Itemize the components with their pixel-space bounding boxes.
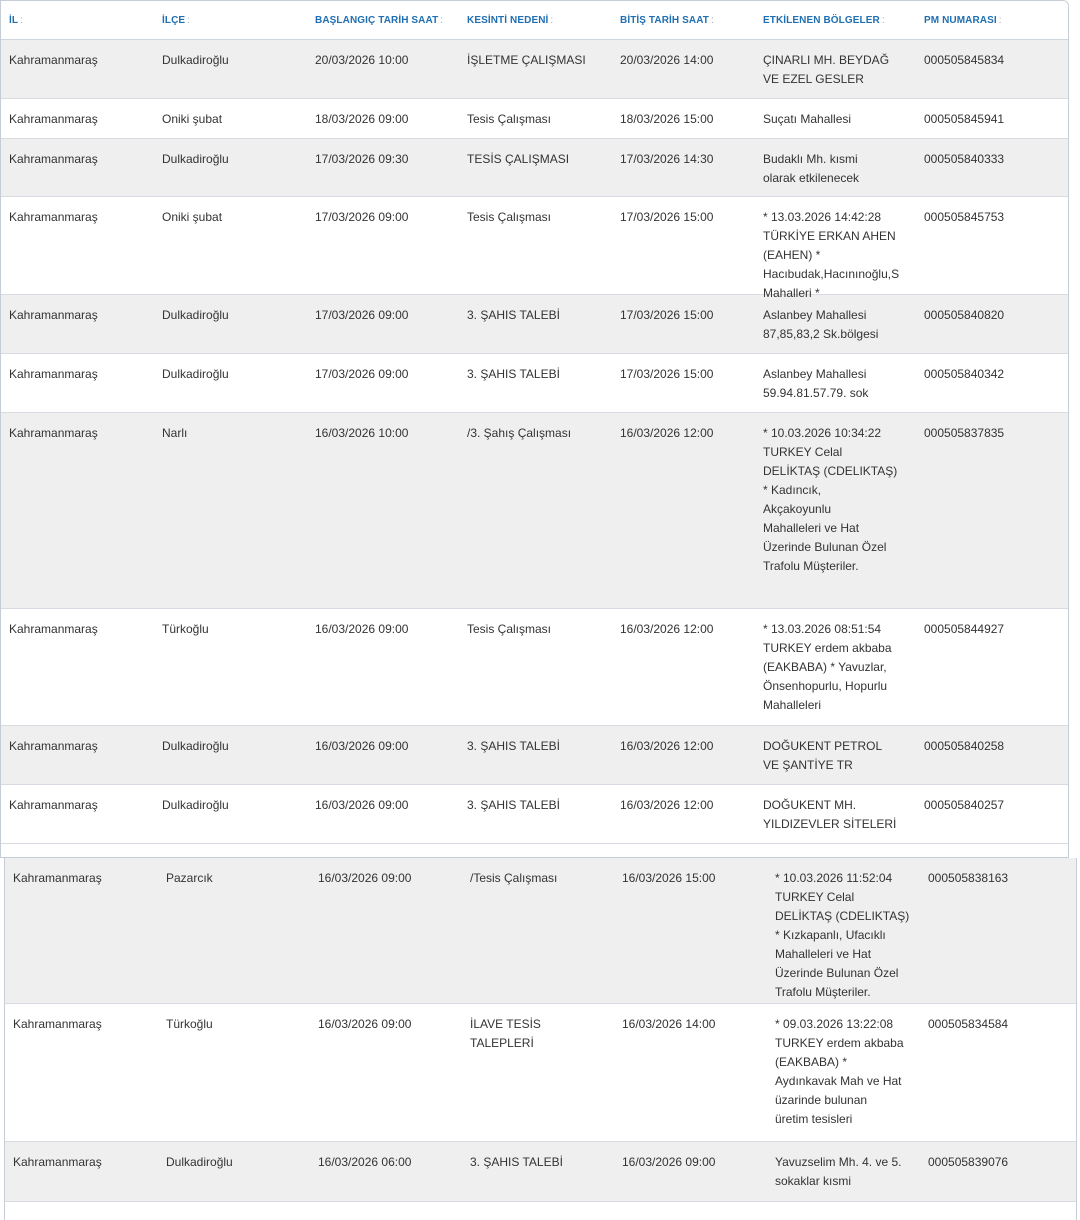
cell-end: 16/03/2026 12:00 — [620, 622, 714, 636]
outage-table-lower — [4, 858, 1077, 1220]
sort-icon[interactable]: : — [550, 14, 554, 26]
sort-icon[interactable]: : — [187, 14, 191, 26]
cell-pm: 000505834584 — [928, 1017, 1009, 1031]
table-row — [5, 1004, 1076, 1142]
cell-ilce: Türkoğlu — [162, 622, 209, 636]
table-row — [1, 99, 1068, 139]
column-header-label: BAŞLANGIÇ TARİH SAAT — [315, 14, 439, 26]
sort-icon[interactable]: : — [440, 14, 444, 26]
cell-ilce: Dulkadiroğlu — [166, 1155, 233, 1169]
cell-start: 16/03/2026 09:00 — [315, 798, 409, 812]
cell-ilce: Dulkadiroğlu — [162, 53, 229, 67]
cell-pm: 000505844927 — [924, 622, 1005, 636]
cell-ilce: Dulkadiroğlu — [162, 152, 229, 166]
cell-start: 16/03/2026 09:00 — [318, 1017, 412, 1031]
cell-reason: 3. ŞAHIS TALEBİ — [467, 367, 560, 381]
table-row — [5, 858, 1076, 1004]
sort-icon[interactable]: : — [881, 14, 885, 26]
cell-reason: 3. ŞAHIS TALEBİ — [470, 1155, 563, 1169]
table-row — [1, 295, 1068, 354]
cell-end: 16/03/2026 12:00 — [620, 426, 714, 440]
cell-reason: /3. Şahış Çalışması — [467, 426, 572, 440]
cell-pm: 000505845941 — [924, 112, 1005, 126]
cell-end: 16/03/2026 15:00 — [622, 871, 716, 885]
table-row — [1, 139, 1068, 197]
table-header — [1, 1, 1068, 40]
table-row — [5, 1142, 1076, 1202]
cell-ilce: Dulkadiroğlu — [162, 308, 229, 322]
cell-start: 17/03/2026 09:30 — [315, 152, 409, 166]
cell-il: Kahramanmaraş — [9, 798, 98, 812]
table-row — [1, 609, 1068, 726]
cell-il: Kahramanmaraş — [9, 112, 98, 126]
column-header[interactable] — [307, 15, 459, 26]
cell-area: DOĞUKENT MH. YILDIZEVLER SİTELERİ — [763, 798, 897, 831]
cell-end: 17/03/2026 15:00 — [620, 367, 714, 381]
cell-il: Kahramanmaraş — [9, 152, 98, 166]
cell-il: Kahramanmaraş — [13, 1017, 102, 1031]
cell-area: Suçatı Mahallesi — [763, 112, 852, 126]
cell-start: 18/03/2026 09:00 — [315, 112, 409, 126]
cell-start: 17/03/2026 09:00 — [315, 367, 409, 381]
column-header[interactable] — [154, 15, 307, 26]
column-header-label: PM NUMARASI — [924, 14, 997, 26]
table-row — [1, 197, 1068, 300]
cell-area: DOĞUKENT PETROL VE ŞANTİYE TR — [763, 739, 883, 772]
cell-pm: 000505839076 — [928, 1155, 1009, 1169]
table-body-lower — [5, 858, 1076, 1202]
cell-end: 20/03/2026 14:00 — [620, 53, 714, 67]
cell-ilce: Narlı — [162, 426, 188, 440]
sort-icon[interactable]: : — [711, 14, 714, 26]
cell-area: ÇINARLI MH. BEYDAĞ VE EZEL GESLER — [763, 53, 890, 86]
cell-il: Kahramanmaraş — [9, 622, 98, 636]
cell-area: Aslanbey Mahallesi 59.94.81.57.79. sok — [763, 367, 869, 400]
cell-il: Kahramanmaraş — [13, 1155, 102, 1169]
cell-il: Kahramanmaraş — [9, 53, 98, 67]
cell-ilce: Dulkadiroğlu — [162, 367, 229, 381]
cell-ilce: Pazarcık — [166, 871, 213, 885]
cell-start: 16/03/2026 10:00 — [315, 426, 409, 440]
table-row — [1, 413, 1068, 609]
column-header-label: ETKİLENEN BÖLGELER — [763, 14, 880, 26]
cell-start: 16/03/2026 09:00 — [318, 871, 412, 885]
cell-ilce: Oniki şubat — [162, 210, 223, 224]
column-header[interactable] — [916, 15, 1066, 26]
cell-pm: 000505838163 — [928, 871, 1009, 885]
cell-start: 20/03/2026 10:00 — [315, 53, 409, 67]
cell-reason: İŞLETME ÇALIŞMASI — [467, 53, 586, 67]
cell-start: 16/03/2026 06:00 — [318, 1155, 412, 1169]
cell-end: 16/03/2026 12:00 — [620, 798, 714, 812]
cell-end: 16/03/2026 09:00 — [622, 1155, 716, 1169]
column-header-label: İL — [9, 14, 19, 26]
cell-reason: Tesis Çalışması — [467, 210, 552, 224]
cell-area: Aslanbey Mahallesi 87,85,83,2 Sk.bölgesi — [763, 308, 879, 341]
cell-reason: İLAVE TESİS TALEPLERİ — [470, 1017, 541, 1050]
column-header[interactable] — [755, 15, 916, 26]
cell-start: 16/03/2026 09:00 — [315, 739, 409, 753]
cell-end: 17/03/2026 14:30 — [620, 152, 714, 166]
sort-icon[interactable]: : — [20, 14, 23, 26]
cell-pm: 000505837835 — [924, 426, 1005, 440]
cell-end: 17/03/2026 15:00 — [620, 308, 714, 322]
cell-pm: 000505845834 — [924, 53, 1005, 67]
cell-ilce: Türkoğlu — [166, 1017, 213, 1031]
cell-area: Yavuzselim Mh. 4. ve 5. sokaklar kısmi — [775, 1155, 902, 1188]
cell-end: 17/03/2026 15:00 — [620, 210, 714, 224]
table-row — [1, 785, 1068, 844]
cell-il: Kahramanmaraş — [9, 210, 98, 224]
cell-reason: 3. ŞAHIS TALEBİ — [467, 739, 560, 753]
cell-pm: 000505840342 — [924, 367, 1005, 381]
cell-start: 16/03/2026 09:00 — [315, 622, 409, 636]
column-header-label: İLÇE — [162, 14, 186, 26]
table-row — [1, 40, 1068, 99]
cell-pm: 000505845753 — [924, 210, 1005, 224]
column-header[interactable] — [459, 15, 612, 26]
table-body-upper — [1, 40, 1068, 844]
cell-reason: TESİS ÇALIŞMASI — [467, 152, 570, 166]
cell-il: Kahramanmaraş — [9, 308, 98, 322]
cell-pm: 000505840820 — [924, 308, 1005, 322]
cell-end: 18/03/2026 15:00 — [620, 112, 714, 126]
cell-start: 17/03/2026 09:00 — [315, 210, 409, 224]
column-header[interactable] — [612, 15, 755, 26]
cell-area: Budaklı Mh. kısmi olarak etkilenecek — [763, 152, 860, 185]
column-header-label: BİTİŞ TARİH SAAT — [620, 14, 710, 26]
table-row — [1, 354, 1068, 413]
cell-reason: 3. ŞAHIS TALEBİ — [467, 308, 560, 322]
cell-area: * 13.03.2026 14:42:28 TÜRKİYE ERKAN AHEN (EAHEN) * Hacıbudak,Hacınınoğlu,S Mahalleri * — [763, 210, 900, 300]
cell-il: Kahramanmaraş — [13, 871, 102, 885]
cell-end: 16/03/2026 14:00 — [622, 1017, 716, 1031]
cell-reason: 3. ŞAHIS TALEBİ — [467, 798, 560, 812]
cell-reason: /Tesis Çalışması — [470, 871, 558, 885]
cell-ilce: Dulkadiroğlu — [162, 798, 229, 812]
cell-ilce: Dulkadiroğlu — [162, 739, 229, 753]
cell-start: 17/03/2026 09:00 — [315, 308, 409, 322]
sort-icon[interactable]: : — [998, 14, 1002, 26]
column-header[interactable] — [1, 15, 154, 26]
column-header-label: KESİNTİ NEDENİ — [467, 14, 549, 26]
table-row — [1, 726, 1068, 785]
cell-area: * 09.03.2026 13:22:08 TURKEY erdem akbaba (EAKBABA) * Aydınkavak Mah ve Hat üzarinde bulunan üretim tesisleri — [775, 1017, 904, 1126]
cell-area: * 13.03.2026 08:51:54 TURKEY erdem akbaba (EAKBABA) * Yavuzlar, Önsenhopurlu, Hopurlu Mahalleleri — [763, 622, 892, 712]
cell-il: Kahramanmaraş — [9, 739, 98, 753]
cell-end: 16/03/2026 12:00 — [620, 739, 714, 753]
cell-pm: 000505840257 — [924, 798, 1005, 812]
cell-area: * 10.03.2026 10:34:22 TURKEY Celal DELİKTAŞ (CDELIKTAŞ) * Kadıncık, Akçakoyunlu Mahalleleri ve Hat Üzerinde Bulunan Özel Trafolu Müşteriler. — [763, 426, 898, 573]
cell-il: Kahramanmaraş — [9, 367, 98, 381]
cell-pm: 000505840333 — [924, 152, 1005, 166]
cell-area: * 10.03.2026 11:52:04 TURKEY Celal DELİKTAŞ (CDELIKTAŞ) * Kızkapanlı, Ufacıklı Mahalleleri ve Hat Üzerinde Bulunan Özel Trafolu Müşteriler. — [775, 871, 910, 999]
cell-il: Kahramanmaraş — [9, 426, 98, 440]
cell-pm: 000505840258 — [924, 739, 1005, 753]
cell-ilce: Oniki şubat — [162, 112, 223, 126]
cell-reason: Tesis Çalışması — [467, 112, 552, 126]
cell-reason: Tesis Çalışması — [467, 622, 552, 636]
